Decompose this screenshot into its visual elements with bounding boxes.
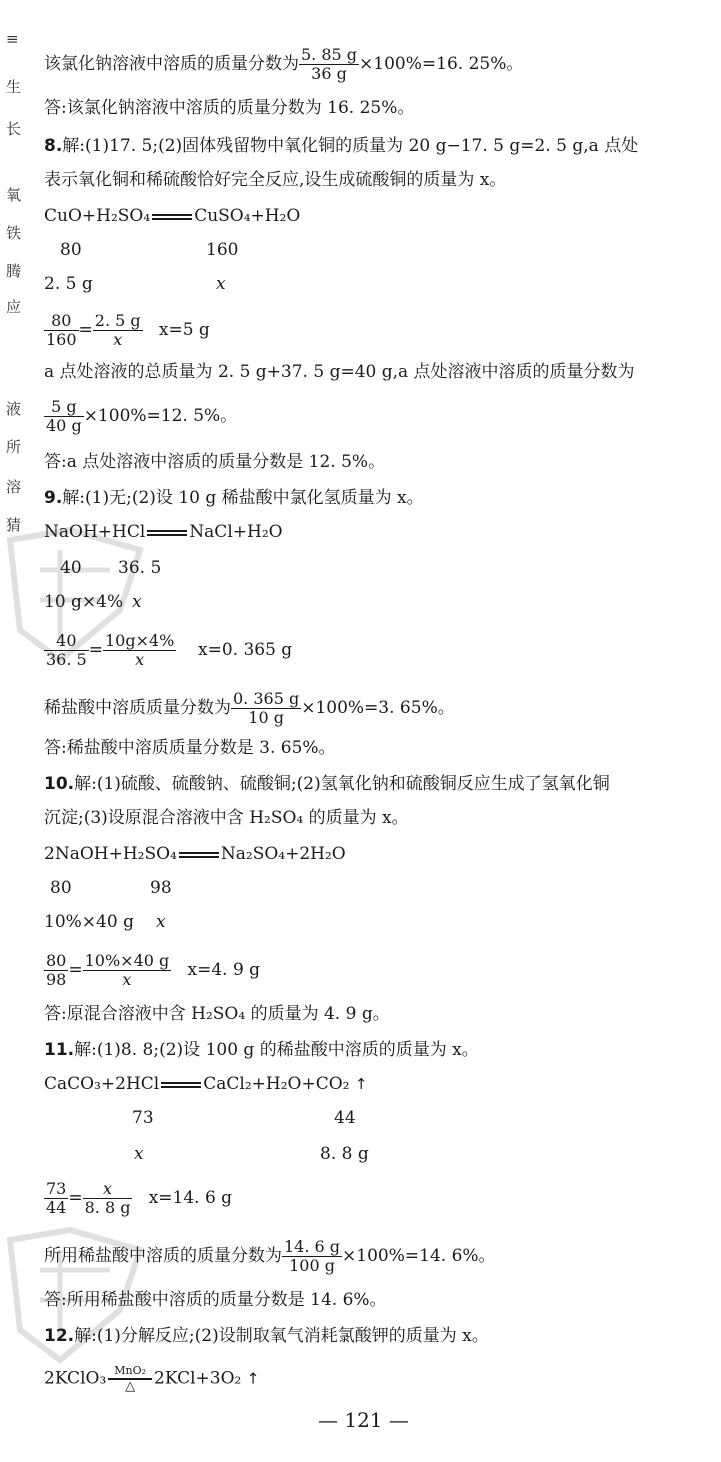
question-number: 12. — [44, 1326, 75, 1346]
equals-sign — [161, 1082, 201, 1088]
answer-line: 答:原混合溶液中含 H₂SO₄ 的质量为 4. 9 g。 — [44, 1004, 390, 1024]
denominator: 100 g — [289, 1256, 335, 1275]
numerator: 5 g — [44, 398, 84, 417]
chemical-equation — [44, 204, 300, 228]
margin-char: 铁 — [6, 224, 22, 242]
mass-value: 40 — [60, 558, 82, 578]
result: x=0. 365 g — [197, 640, 293, 660]
mass-value: 44 — [334, 1108, 356, 1128]
mass-value: 36. 5 — [118, 558, 162, 578]
text: ×100%=14. 6%。 — [342, 1246, 496, 1266]
denominator: 36. 5 — [46, 650, 87, 669]
margin-char: 长 — [6, 120, 22, 138]
fraction — [93, 312, 143, 349]
text-line: 沉淀;(3)设原混合溶液中含 H₂SO₄ 的质量为 x。 — [44, 808, 409, 828]
equals-sign — [152, 214, 192, 220]
numerator: 10g×4% — [104, 631, 175, 650]
denominator: x — [135, 650, 145, 669]
text-line: 表示氧化铜和稀硫酸恰好完全反应,设生成硫酸铜的质量为 x。 — [44, 170, 507, 190]
fraction — [44, 952, 68, 989]
text-line: a 点处溶液的总质量为 2. 5 g+37. 5 g=40 g,a 点处溶液中溶质的质量分数为 — [44, 362, 635, 382]
proportion-line: $\frac{80}{160}$ = $\frac{2. 5 g}{x}$ x=5 g — [46, 311, 210, 349]
fraction — [44, 312, 79, 349]
fraction — [44, 398, 84, 435]
chemical-equation — [44, 1364, 259, 1394]
reactants: 2KClO₃ — [44, 1368, 107, 1389]
text: 解:(1)17. 5;(2)固体残留物中氧化铜的质量为 20 g−17. 5 g=2. 5 g,a 点处 — [62, 136, 639, 156]
fraction — [282, 1238, 342, 1275]
question-number: 11. — [44, 1040, 75, 1060]
text: 解:(1)分解反应;(2)设制取氧气消耗氯酸钾的质量为 x。 — [74, 1326, 489, 1346]
chemical-equation — [44, 1072, 367, 1096]
products: CuSO₄+H₂O — [194, 206, 301, 226]
mass-value: x — [132, 592, 142, 612]
proportion-line: $\frac{73}{44}$ = $\frac{x}{8. 8 g}$ x=14. 6 g — [46, 1179, 233, 1217]
catalyst: MnO₂ — [108, 1364, 152, 1380]
mass-value: x — [134, 1144, 144, 1164]
text: 解:(1)无;(2)设 10 g 稀盐酸中氯化氢质量为 x。 — [62, 488, 424, 508]
percentage-line — [44, 398, 237, 435]
question-number: 10. — [44, 774, 75, 794]
text: ×100%=3. 65%。 — [301, 698, 455, 718]
denominator: 160 — [46, 330, 77, 349]
margin-char: 猜 — [6, 516, 22, 534]
mass-value: 80 — [60, 240, 82, 260]
numerator: 0. 365 g — [233, 689, 300, 708]
equals-sign — [179, 852, 219, 858]
answer-line: 答:a 点处溶液中溶质的质量分数是 12. 5%。 — [44, 452, 386, 472]
numerator: 14. 6 g — [284, 1237, 341, 1256]
result: x=5 g — [158, 320, 210, 340]
denominator: x — [113, 330, 123, 349]
margin-char: 腾 — [6, 262, 22, 280]
numerator: 5. 85 g — [301, 45, 358, 64]
result: x=14. 6 g — [148, 1188, 233, 1208]
fraction — [83, 952, 172, 989]
question-number: 8. — [44, 136, 63, 156]
mass-value: 73 — [132, 1108, 154, 1128]
denominator: 44 — [46, 1198, 67, 1217]
mass-value: x — [156, 912, 166, 932]
text: ×100%=12. 5%。 — [83, 406, 238, 426]
margin-char: ≡ — [6, 30, 19, 48]
percentage-line — [44, 690, 455, 727]
numerator: 10%×40 g — [84, 951, 170, 970]
reaction-condition — [108, 1364, 152, 1394]
question-10-line — [44, 772, 610, 796]
fraction — [83, 1180, 133, 1217]
proportion-line: $\frac{80}{98}$ = $\frac{10\%\times 40 g}{x}$ x=4. 9 g — [46, 951, 261, 989]
denominator: 40 g — [46, 416, 82, 435]
reactants: 2NaOH+H₂SO₄ — [44, 844, 177, 864]
numerator: 73 — [46, 1179, 67, 1198]
question-12-line — [44, 1324, 489, 1348]
mass-value: 10%×40 g — [44, 912, 134, 932]
fraction — [44, 1180, 68, 1217]
fraction — [231, 690, 301, 727]
mass-value: 10 g×4% — [44, 592, 124, 612]
text: 解:(1)8. 8;(2)设 100 g 的稀盐酸中溶质的质量为 x。 — [74, 1040, 479, 1060]
chemical-equation — [44, 842, 346, 866]
margin-char: 应 — [6, 298, 22, 316]
denominator: 98 — [46, 970, 67, 989]
mass-value: 98 — [150, 878, 172, 898]
denominator: 36 g — [311, 64, 347, 83]
text: ×100%=16. 25%。 — [359, 54, 524, 74]
chemical-equation — [44, 520, 283, 544]
equals-sign — [147, 530, 187, 536]
denominator: x — [122, 970, 132, 989]
denominator: 8. 8 g — [84, 1198, 131, 1217]
gas-arrow-icon: ↑ — [246, 1369, 260, 1388]
numerator: 80 — [44, 312, 79, 331]
result: x=4. 9 g — [187, 960, 261, 980]
question-11-line — [44, 1038, 479, 1062]
products: 2KCl+3O₂ — [154, 1368, 242, 1389]
mass-value: 2. 5 g — [44, 274, 93, 294]
percentage-line — [44, 1238, 496, 1275]
mass-value: 80 — [50, 878, 72, 898]
text: 该氯化钠溶液中溶质的质量分数为 — [44, 54, 299, 74]
mass-value: x — [216, 274, 226, 294]
margin-char: 氧 — [6, 186, 22, 204]
reactants: CuO+H₂SO₄ — [44, 206, 151, 226]
page-number: — 121 — — [318, 1408, 409, 1432]
reactants: NaOH+HCl — [44, 522, 146, 542]
text: 解:(1)硫酸、硫酸钠、硫酸铜;(2)氢氧化钠和硫酸铜反应生成了氢氧化铜 — [74, 774, 610, 794]
binding-margin — [0, 0, 30, 560]
fraction — [103, 632, 176, 669]
numerator: x — [83, 1180, 133, 1199]
answer-line: 答:该氯化钠溶液中溶质的质量分数为 16. 25%。 — [44, 98, 415, 118]
numerator: 40 — [44, 632, 89, 651]
fraction — [44, 632, 89, 669]
mass-value: 160 — [206, 240, 239, 260]
reactants: CaCO₃+2HCl — [44, 1074, 160, 1094]
answer-line: 答:稀盐酸中溶质质量分数是 3. 65%。 — [44, 738, 336, 758]
numerator: 2. 5 g — [94, 311, 141, 330]
heat-icon: △ — [125, 1379, 136, 1394]
products: Na₂SO₄+2H₂O — [220, 844, 346, 864]
margin-char: 溶 — [6, 478, 22, 496]
question-9-line — [44, 486, 424, 510]
question-number: 9. — [44, 488, 63, 508]
proportion-line: $\frac{40}{36. 5}$ = $\frac{10g\times 4\%}{x}$ x=0. 365 g — [46, 631, 293, 669]
margin-char: 液 — [6, 400, 22, 418]
text: 所用稀盐酸中溶质的质量分数为 — [44, 1246, 282, 1266]
numerator: 80 — [46, 951, 67, 970]
fraction — [299, 46, 359, 83]
answer-line: 答:所用稀盐酸中溶质的质量分数是 14. 6%。 — [44, 1290, 387, 1310]
question-8-line — [44, 134, 638, 158]
margin-char: 所 — [6, 438, 22, 456]
gas-arrow-icon: ↑ — [354, 1075, 368, 1093]
percentage-line — [44, 46, 523, 83]
mass-value: 8. 8 g — [320, 1144, 369, 1164]
margin-char: 生 — [6, 78, 22, 96]
products: CaCl₂+H₂O+CO₂ — [203, 1074, 350, 1094]
text: 稀盐酸中溶质质量分数为 — [44, 698, 231, 718]
denominator: 10 g — [248, 708, 284, 727]
products: NaCl+H₂O — [189, 522, 283, 542]
